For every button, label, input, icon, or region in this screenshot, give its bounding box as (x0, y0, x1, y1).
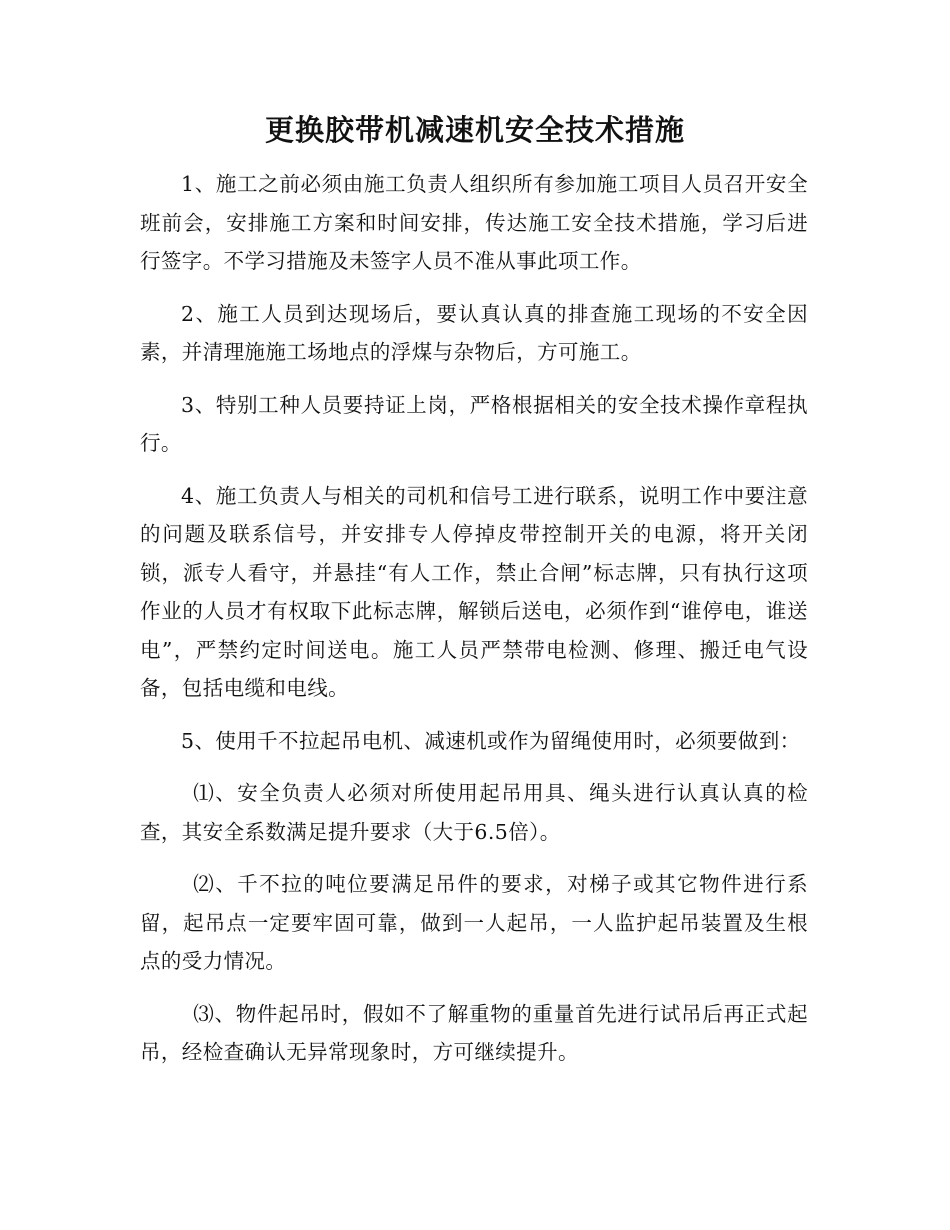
document-body (140, 165, 808, 1086)
paragraph-4: 4、施工负责人与相关的司机和信号工进行联系，说明工作中要注意的问题及联系信号，并安排专人停掉皮带控制开关的电源，将开关闭锁，派专人看守，并悬挂“有人工作，禁止合闸”标志牌，只有执行这项作业的人员才有权取下此标志牌，解锁后送电，必须作到“谁停电，谁送电”，严禁约定时间送电。施工人员严禁带电检测、修理、搬迁电气设备，包括电缆和电线。 (140, 483, 808, 700)
sub-item-1: ⑴、安全负责人必须对所使用起吊用具、绳头进行认真认真的检查，其安全系数满足提升要求（大于6.5倍）。 (140, 781, 808, 844)
paragraph-1: 1、施工之前必须由施工负责人组织所有参加施工项目人员召开安全班前会，安排施工方案和时间安排，传达施工安全技术措施，学习后进行签字。不学习措施及未签字人员不准从事此项工作。 (140, 172, 808, 273)
paragraph-2: 2、施工人员到达现场后，要认真认真的排查施工现场的不安全因素，并清理施施工场地点的浮煤与杂物后，方可施工。 (140, 301, 808, 364)
paragraph-5: 5、使用千不拉起吊电机、减速机或作为留绳使用时，必须要做到： (181, 728, 801, 753)
sub-item-2: ⑵、千不拉的吨位要满足吊件的要求，对梯子或其它物件进行系留，起吊点一定要牢固可靠，做到一人起吊，一人监护起吊装置及生根点的受力情况。 (140, 872, 808, 973)
paragraph-3: 3、特别工种人员要持证上岗，严格根据相关的安全技术操作章程执行。 (140, 392, 808, 455)
document-title: 更换胶带机减速机安全技术措施 (264, 113, 685, 147)
sub-item-3: ⑶、物件起吊时，假如不了解重物的重量首先进行试吊后再正式起吊，经检查确认无异常现象时，方可继续提升。 (140, 1001, 808, 1064)
